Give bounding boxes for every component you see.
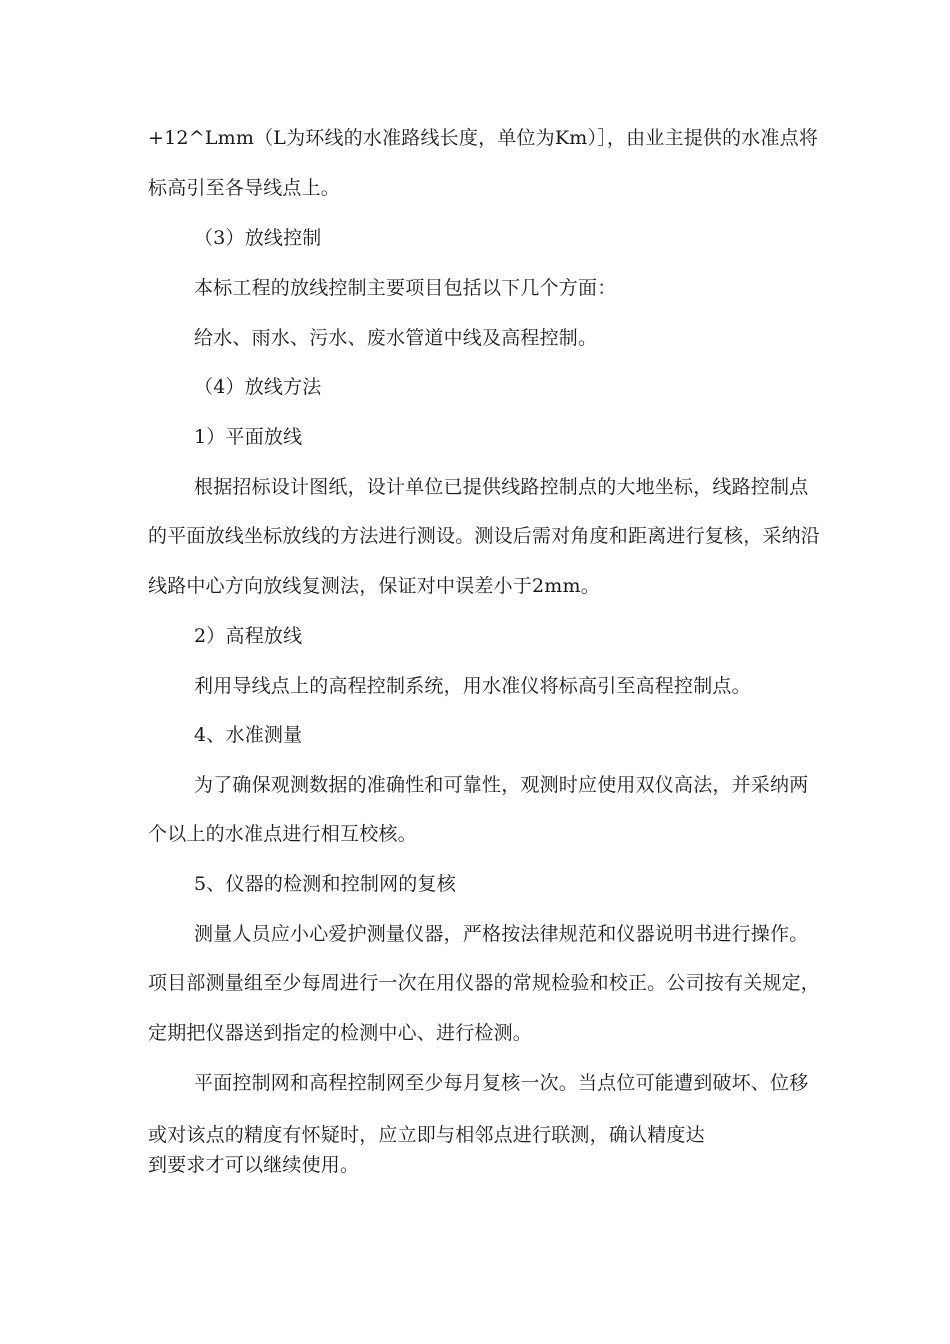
section-heading: （3）放线控制: [194, 227, 322, 249]
body-text-line: 为了确保观测数据的准确性和可靠性，观测时应使用双仪高法，并采纳两: [194, 774, 809, 796]
section-heading: 4、水准测量: [194, 724, 303, 746]
body-text-line: 给水、雨水、污水、废水管道中线及高程控制。: [194, 327, 598, 349]
body-text-line: 根据招标设计图纸，设计单位已提供线路控制点的大地坐标，线路控制点: [194, 476, 809, 498]
body-text-line: 定期把仪器送到指定的检测中心、进行检测。: [148, 1022, 533, 1044]
section-heading: 5、仪器的检测和控制网的复核: [194, 873, 456, 895]
body-text-line: 或对该点的精度有怀疑时，应立即与相邻点进行联测，确认精度达: [148, 1124, 705, 1146]
body-text-line: 平面控制网和高程控制网至少每月复核一次。当点位可能遭到破坏、位移: [194, 1072, 809, 1094]
body-text-line: 利用导线点上的高程控制系统，用水准仪将标高引至高程控制点。: [194, 675, 751, 697]
body-text-line: 项目部测量组至少每周进行一次在用仪器的常规检验和校正。公司按有关规定，: [148, 972, 821, 994]
body-text-line: 本标工程的放线控制主要项目包括以下几个方面：: [194, 277, 617, 299]
section-heading: （4）放线方法: [194, 376, 322, 398]
body-text-line: 到要求才可以继续使用。: [148, 1154, 360, 1176]
body-text-line: 标高引至各导线点上。: [148, 177, 341, 199]
body-text-line: 测量人员应小心爱护测量仪器，严格按法律规范和仪器说明书进行操作。: [194, 923, 809, 945]
body-text-line: 个以上的水准点进行相互校核。: [148, 823, 417, 845]
subsection-heading: 1）平面放线: [194, 426, 303, 448]
body-text-line: 的平面放线坐标放线的方法进行测设。测设后需对角度和距离进行复核，采纳沿: [148, 525, 821, 547]
body-text-line: +12^Lmm（L为环线的水准路线长度，单位为Km）］，由业主提供的水准点将: [148, 127, 819, 149]
subsection-heading: 2）高程放线: [194, 625, 303, 647]
body-text-line: 线路中心方向放线复测法，保证对中误差小于2mm。: [148, 575, 600, 597]
